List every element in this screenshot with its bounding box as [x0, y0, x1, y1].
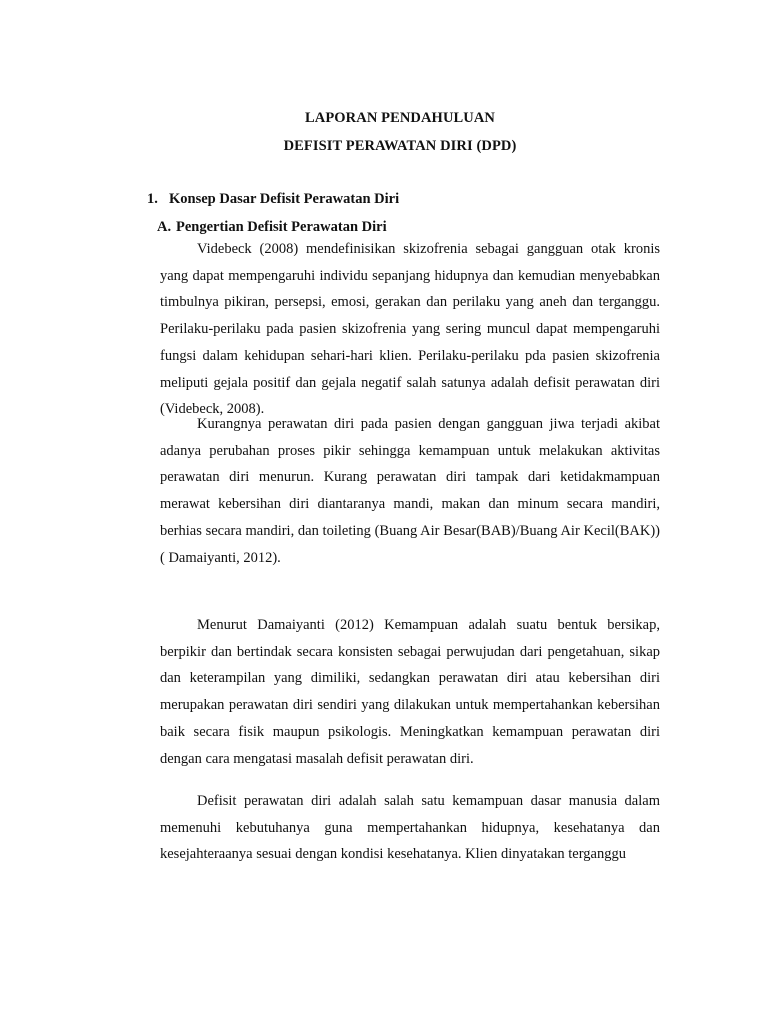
document-subtitle: DEFISIT PERAWATAN DIRI (DPD) [283, 138, 517, 154]
paragraph-2: Kurangnya perawatan diri pada pasien dengan gangguan jiwa terjadi akibat adanya perubahan proses pikir sehingga kemampuan untuk melakukan aktivitas perawatan diri menurun. Kurang perawatan diri tampak dari ketidakmampuan merawat kebersihan diri diantaranya mandi, makan dan minum secara mandiri, berhias secara mandiri, dan toileting (Buang Air Besar(BAB)/Buang Air Kecil(BAK)) ( Damaiyanti, 2012). [160, 416, 660, 566]
section-number: 1. [147, 191, 158, 207]
paragraph-4: Defisit perawatan diri adalah salah satu kemampuan dasar manusia dalam memenuhi kebutuhanya guna mempertahankan hidupnya, kesehatanya dan kesejahteraanya sesuai dengan kondisi kesehatanya. Klien dinyatakan terganggu [160, 793, 660, 863]
paragraph-1: Videbeck (2008) mendefinisikan skizofrenia sebagai gangguan otak kronis yang dapat mempengaruhi individu sepanjang hidupnya dan kemudian menyebabkan timbulnya pikiran, persepsi, emosi, gerakan dan perilaku yang aneh dan terganggu. Perilaku-perilaku pada pasien skizofrenia yang sering muncul dapat mempengaruhi fungsi dalam kehidupan sehari-hari klien. Perilaku-perilaku pda pasien skizofrenia meliputi gejala positif dan gejala negatif salah satunya adalah defisit perawatan diri (Videbeck, 2008). [160, 241, 660, 418]
section-heading-text: Konsep Dasar Defisit Perawatan Diri [169, 191, 400, 207]
document-title: LAPORAN PENDAHULUAN [305, 110, 495, 126]
subsection-letter: A. [157, 219, 172, 235]
section-heading [147, 190, 399, 208]
paragraph-3: Menurut Damaiyanti (2012) Kemampuan adalah suatu bentuk bersikap, berpikir dan bertindak secara konsisten sebagai perwujudan dari pengetahuan, sikap dan keterampilan yang dimiliki, sedangkan perawatan diri atau kebersihan diri merupakan perawatan diri sendiri yang dilakukan untuk mempertahankan kebersihan baik secara fisik maupun psikologis. Meningkatkan kemampuan perawatan diri dengan cara mengatasi masalah defisit perawatan diri. [160, 617, 660, 767]
subsection-heading [157, 218, 387, 236]
subsection-heading-text: Pengertian Defisit Perawatan Diri [176, 219, 387, 235]
